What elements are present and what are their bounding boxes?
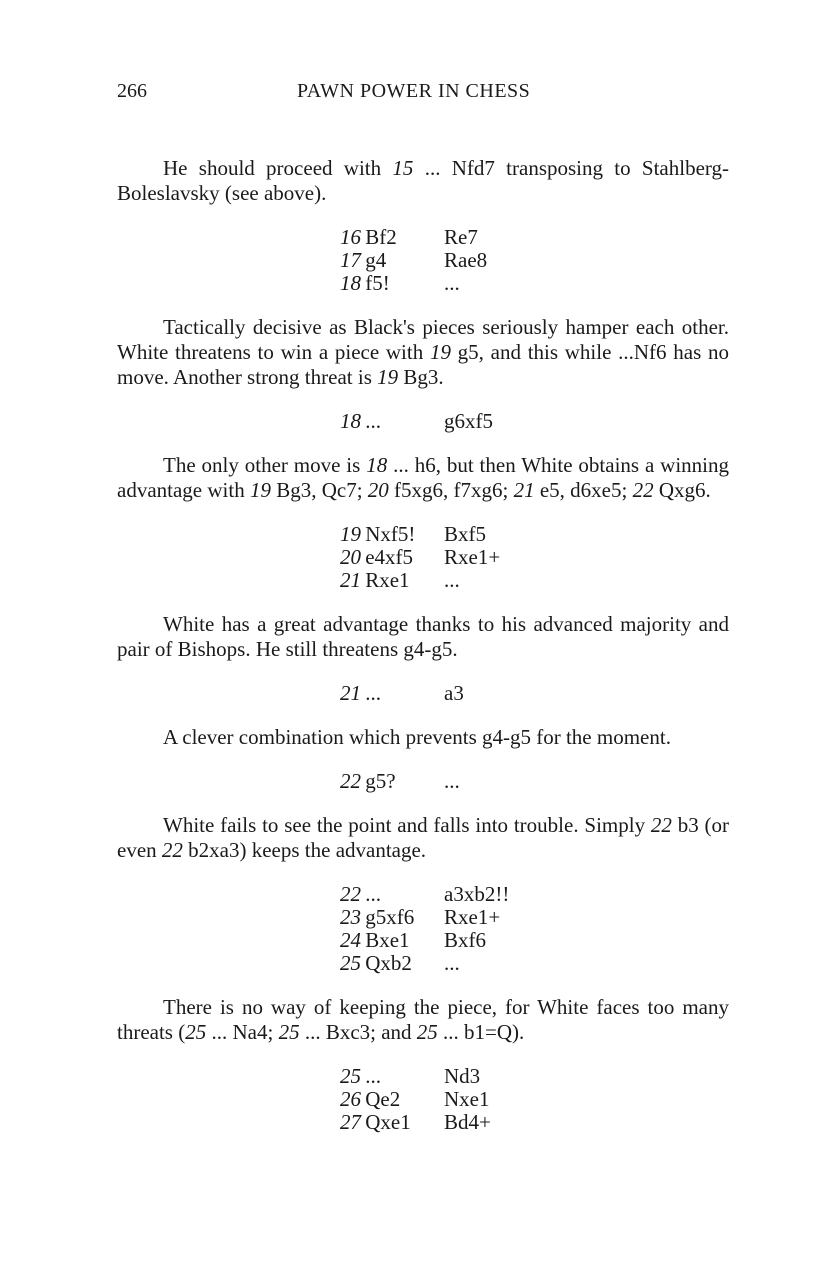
white-move-cell (340, 272, 444, 295)
white-move: f5! (365, 271, 390, 295)
move-number-ref: 22 (161, 838, 183, 862)
running-title: PAWN POWER IN CHESS (297, 80, 531, 102)
paragraph-text: b2xa3) keeps the advantage. (182, 838, 427, 862)
commentary-paragraph (117, 813, 729, 863)
black-move: Bxf6 (444, 928, 486, 952)
move-row (340, 906, 509, 929)
move-number: 26 (340, 1087, 361, 1111)
move-list (340, 883, 509, 975)
move-number-ref: 21 (513, 478, 535, 502)
black-move: ... (444, 271, 460, 295)
move-number: 19 (340, 522, 361, 546)
black-move: Rxe1+ (444, 545, 501, 569)
move-number: 21 (340, 681, 361, 705)
move-row (340, 883, 509, 906)
move-row (340, 249, 487, 272)
move-number-ref: 25 (416, 1020, 438, 1044)
move-number: 25 (340, 1064, 361, 1088)
black-move: Nxe1 (444, 1087, 490, 1111)
page-number: 266 (117, 80, 147, 102)
white-move-cell (340, 906, 444, 929)
white-move-cell (340, 929, 444, 952)
black-move: ... (444, 568, 460, 592)
black-move: Bxf5 (444, 522, 486, 546)
black-move: Re7 (444, 225, 478, 249)
white-move: ... (365, 409, 381, 433)
move-row (340, 952, 509, 975)
paragraph-text: Tactically decisive as Black's pieces seriously hamper each other. White threatens to win a piece with (117, 315, 729, 364)
page-body (117, 156, 729, 1154)
move-row (340, 410, 493, 433)
move-list (340, 226, 487, 295)
white-move-cell (340, 1088, 444, 1111)
commentary-paragraph (117, 725, 729, 750)
move-row (340, 682, 464, 705)
paragraph-text: White fails to see the point and falls into trouble. Simply (163, 813, 651, 837)
white-move: Rxe1 (365, 568, 410, 592)
white-move: ... (365, 882, 381, 906)
move-row (340, 546, 500, 569)
move-number: 21 (340, 568, 361, 592)
white-move: Bxe1 (365, 928, 410, 952)
move-number: 22 (340, 769, 361, 793)
white-move-cell (340, 770, 444, 793)
black-move: Rae8 (444, 248, 488, 272)
white-move: Qxe1 (365, 1110, 411, 1134)
white-move-cell (340, 1111, 444, 1134)
move-number: 18 (340, 409, 361, 433)
black-move: ... (444, 769, 460, 793)
white-move: g5? (365, 769, 396, 793)
paragraph-text: Bg3. (398, 365, 444, 389)
white-move-cell (340, 523, 444, 546)
move-number: 27 (340, 1110, 361, 1134)
white-move-cell (340, 226, 444, 249)
white-move: g4 (365, 248, 387, 272)
paragraph-text: He should proceed with (163, 156, 393, 180)
move-number-ref: 22 (632, 478, 654, 502)
move-number: 25 (340, 951, 361, 975)
white-move-cell (340, 952, 444, 975)
move-number-ref: 18 (366, 453, 388, 477)
move-number-ref: 20 (367, 478, 389, 502)
white-move: Qe2 (365, 1087, 401, 1111)
white-move-cell (340, 883, 444, 906)
commentary-paragraph (117, 995, 729, 1045)
paragraph-text: e5, d6xe5; (534, 478, 633, 502)
move-list (340, 1065, 491, 1134)
paragraph-text: ... Nfd7 transposing to Stahlberg-Boleslavsky (see above). (117, 156, 729, 205)
white-move: ... (365, 1064, 381, 1088)
move-number-ref: 25 (185, 1020, 207, 1044)
white-move-cell (340, 410, 444, 433)
move-number: 16 (340, 225, 361, 249)
white-move: Nxf5! (365, 522, 416, 546)
paragraph-text: f5xg6, f7xg6; (388, 478, 514, 502)
move-number: 17 (340, 248, 361, 272)
move-number-ref: 25 (278, 1020, 300, 1044)
paragraph-text: The only other move is (163, 453, 367, 477)
paragraph-text: ... Na4; (206, 1020, 279, 1044)
paragraph-text: ... Bxc3; and (299, 1020, 417, 1044)
commentary-paragraph (117, 453, 729, 503)
move-list (340, 410, 493, 433)
paragraph-text: b3 (or even (117, 813, 729, 862)
move-number: 24 (340, 928, 361, 952)
white-move-cell (340, 249, 444, 272)
commentary-paragraph (117, 612, 729, 662)
white-move: g5xf6 (365, 905, 415, 929)
paragraph-text: Qxg6. (653, 478, 711, 502)
white-move: Bf2 (365, 225, 397, 249)
move-row (340, 523, 500, 546)
white-move: ... (365, 681, 381, 705)
white-move-cell (340, 546, 444, 569)
page-header (117, 80, 729, 108)
move-number: 23 (340, 905, 361, 929)
paragraph-text: A clever combination which prevents g4-g5 for the moment. (163, 725, 671, 749)
move-number: 20 (340, 545, 361, 569)
paragraph-text: White has a great advantage thanks to his advanced majority and pair of Bishops. He still threatens g4-g5. (117, 612, 729, 661)
white-move-cell (340, 682, 444, 705)
paragraph-text: g5, and this while ...Nf6 has no move. Another strong threat is (117, 340, 729, 389)
move-list (340, 523, 500, 592)
move-row (340, 272, 487, 295)
move-list (340, 682, 464, 705)
commentary-paragraph (117, 156, 729, 206)
black-move: Nd3 (444, 1064, 481, 1088)
black-move: g6xf5 (444, 409, 493, 433)
move-row (340, 226, 487, 249)
white-move-cell (340, 569, 444, 592)
move-row (340, 1088, 491, 1111)
black-move: Bd4+ (444, 1110, 491, 1134)
move-row (340, 929, 509, 952)
move-number-ref: 19 (429, 340, 451, 364)
move-list (340, 770, 460, 793)
black-move: a3 (444, 681, 464, 705)
move-number-ref: 22 (650, 813, 672, 837)
move-row (340, 1065, 491, 1088)
paragraph-text: Bg3, Qc7; (270, 478, 368, 502)
black-move: Rxe1+ (444, 905, 501, 929)
black-move: a3xb2!! (444, 882, 510, 906)
move-row (340, 569, 500, 592)
commentary-paragraph (117, 315, 729, 390)
paragraph-text: ... h6, but then White obtains a winning advantage with (117, 453, 729, 502)
move-number: 22 (340, 882, 361, 906)
move-row (340, 1111, 491, 1134)
white-move-cell (340, 1065, 444, 1088)
paragraph-text: There is no way of keeping the piece, for White faces too many threats ( (117, 995, 729, 1044)
move-number: 18 (340, 271, 361, 295)
move-number-ref: 15 (392, 156, 414, 180)
white-move: Qxb2 (365, 951, 412, 975)
black-move: ... (444, 951, 460, 975)
move-number-ref: 19 (377, 365, 399, 389)
white-move: e4xf5 (365, 545, 414, 569)
move-number-ref: 19 (249, 478, 271, 502)
paragraph-text: ... b1=Q). (437, 1020, 525, 1044)
move-row (340, 770, 460, 793)
